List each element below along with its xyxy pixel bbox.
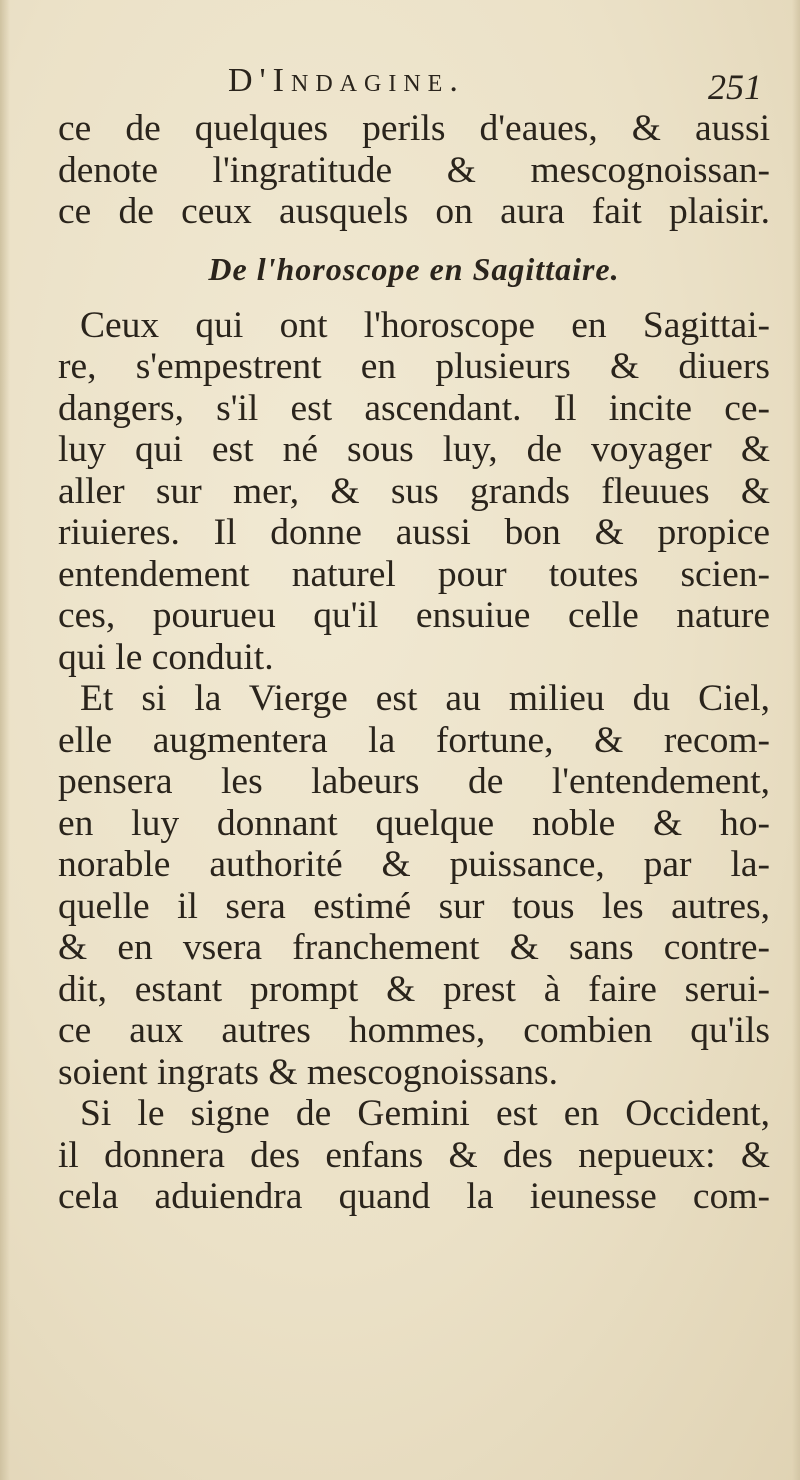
page-number: 251 [708, 67, 762, 107]
text-line: cela aduiendra quand la ieunesse com- [58, 1176, 770, 1217]
text-line: luy qui est né sous luy, de voyager & [58, 429, 770, 470]
text-line: soient ingrats & mescognoissans. [58, 1051, 558, 1093]
text-line: ce de ceux ausquels on aura fait plaisir. [58, 191, 770, 232]
text-line: aller sur mer, & sus grands fleuues & [58, 470, 770, 512]
text-line: pensera les labeurs de l'entendement, [58, 761, 770, 802]
body-text [58, 108, 770, 1218]
text-line: dangers, s'il est ascendant. Il incite ce- [58, 387, 770, 429]
text-line: qui le conduit. [58, 636, 274, 678]
page-edge-right [792, 0, 800, 1480]
page-edge-left [0, 0, 10, 1480]
text-line: re, s'empestrent en plusieurs & diuers [58, 346, 770, 387]
text-line: Si le signe de Gemini est en Occident, [80, 1093, 770, 1134]
text-line: elle augmentera la fortune, & recom- [58, 719, 770, 761]
text-line: quelle il sera estimé sur tous les autres, [58, 885, 770, 927]
text-line: ces, pourueu qu'il ensuiue celle nature [58, 595, 770, 636]
text-line: riuieres. Il donne aussi bon & propice [58, 512, 770, 553]
text-line: il donnera des enfans & des nepueux: & [58, 1134, 770, 1176]
text-line: & en vsera franchement & sans contre- [58, 927, 770, 968]
text-line: entendement naturel pour toutes scien- [58, 553, 770, 595]
text-line: en luy donnant quelque noble & ho- [58, 802, 770, 844]
text-line: ce de quelques perils d'eaues, & aussi [58, 108, 770, 149]
section-title: De l'horoscope en Sagittaire. [208, 250, 620, 287]
page-header [0, 62, 800, 112]
running-head: D'Indagine. [228, 62, 465, 99]
text-line: ce aux autres hommes, combien qu'ils [58, 1010, 770, 1051]
text-line: dit, estant prompt & prest à faire serui- [58, 968, 770, 1010]
text-line: denote l'ingratitude & mescognoissan- [58, 149, 770, 191]
text-line: Ceux qui ont l'horoscope en Sagittai- [80, 304, 770, 346]
text-line: Et si la Vierge est au milieu du Ciel, [80, 678, 770, 719]
text-line: norable authorité & puissance, par la- [58, 844, 770, 885]
